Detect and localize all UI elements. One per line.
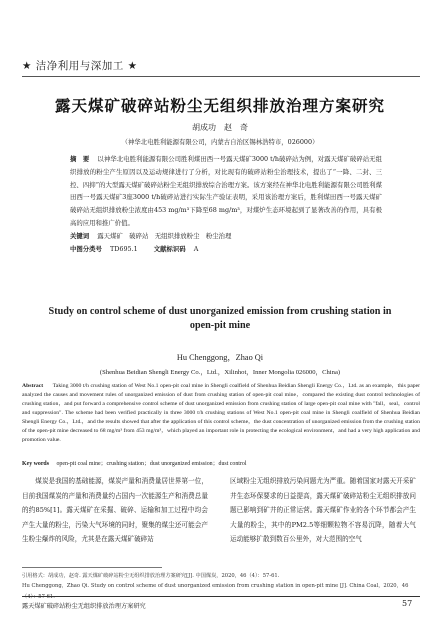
keywords-en-label: Key words [22,461,49,467]
body-column-right [230,474,416,547]
footer-title: 露天煤矿破碎站粉尘无组织排放治理方案研究 [22,603,146,610]
abstract-cn-block [70,153,382,255]
abstract-cn-text: 以神华北电胜利能源有限公司胜利煤田西一号露天煤矿3000 t/h破碎站为例，对露天煤矿破碎站无组织排放的粉尘产生原因以及运动规律进行了分析，对比现有的破碎站粉尘治理技术，提出了“一降、二封、三控、四抑”的大型露天煤矿破碎站粉尘无组织排放综合治理方案。该方案经在神华北电胜利能源有限公司胜利煤田西一号露天煤矿3座3000 t/h破碎站进行实际生产验证表明，采用该治理方案后，胜利煤田西一号露天煤矿破碎站无组织排放粉尘浓度由453 mg/m³下降至68 mg/m³，对煤炉生态环境起到了显著改善的作用，具有极高的应用和推广价值。 [70,155,382,227]
affiliation-en: (Shenhua Beidian Shengli Energy Co.，Ltd.，Xilinhot，Inner Mongolia 026000，China) [99,369,341,376]
keywords-cn-text: 露天煤矿 破碎站 无组织排放粉尘 粉尘治理 [97,231,232,240]
authors-en: Hu Chenggong，Zhao Qi [176,353,264,362]
footnote [22,571,420,602]
keywords-en [22,458,420,467]
clc-value: TD695.1 [110,244,138,253]
doc-code-value: A [193,244,199,253]
page-title-cn: 露天煤矿破碎站粉尘无组织排放治理方案研究 [54,97,385,115]
footer-rule [22,596,420,597]
abstract-en-label: Abstract [22,383,44,389]
clc-label: 中图分类号 [70,244,102,253]
section-tag: ★ 洁净利用与深加工 ★ [22,60,138,72]
footnote-cn: 引用格式：胡成功，赵奇. 露天煤矿破碎站粉尘无组织排放治理方案研究[J]. 中国煤炭，2020，46（4）：57-61. [22,573,280,579]
affiliation-cn: （神华北电胜利能源有限公司，内蒙古自治区锡林浩特市，026000） [121,138,319,146]
page-title-en: Study on control scheme of dust unorganized emission from crushing station in open-pit mine [48,306,392,331]
body-right-text: 区域粉尘无组织排放污染问题尤为严重。随着国家对露天开采矿井生态环保要求的日益提高，露天煤矿破碎站粉尘无组织排放问题已影响到矿井的正常运营。露天煤矿作业的各个环节都会产生大量的粉尘，其中的PM2.5等细颗粒物不容易沉降，随着大气运动能够扩散到数百公里外，对大范围的空气 [230,477,416,544]
footnote-en: Hu Chenggong，Zhao Qi. Study on control scheme of dust unorganized emission from crushing station in open-pit mine [J]. China Coal，2020，46 [22,583,409,590]
abstract-cn [70,153,382,230]
doc-code-label: 文献标识码 [153,244,186,253]
abstract-cn-label: 摘 要 [70,155,90,163]
classification-line [70,243,382,256]
abstract-en [22,382,420,445]
body-left-text: 煤炭是我国的基础能源，煤炭产量和消费量居世界第一位，目前我国煤炭的产量和消费量约占国内一次能源生产和消费总量的约85%[1]。露天煤矿在采掘、破碎、运输和加工过程中均会产生大量的粉尘，污染大气环境的同时，聚集的煤尘还可能会产生粉尘爆炸的风险，尤其是在露天煤矿破碎站 [22,477,208,544]
keywords-cn-label: 关键词 [70,231,90,240]
body-column-left [22,474,208,547]
footnote-rule [22,567,162,568]
page-number: 57 [402,599,413,608]
header-rule [22,76,420,77]
keywords-en-text: open-pit coal mine；crushing station；dust unorganized emission；dust control [56,461,247,467]
keywords-cn [70,230,382,243]
abstract-en-text: Taking 3000 t/h crushing station of West No.1 open-pit coal mine in Shengli coalfield of Shenhua Beidian Shengli Energy Co.，Ltd. as an example，this paper analyzed the causes and movement rules of unorganized emission of dust from crushing station of open-pit coal mine，compared the existing dust control technologies of crushing station，and put forward a comprehensive control scheme of dust unorganized emission from crushing station of large open-pit coal mine with "fall，seal，control and suppression". The scheme had been verified practically in three 3000 t/h crushing stations of West No.1 open-pit coal mine in Shengli coalfield of Shenhua Beidian Shengli Energy Co.，Ltd.，and the results showed that after the application of this control scheme，the dust concentration of unorganized emission from the crushing station of the open-pit mine decreased to 68 mg/m³ from 453 mg/m³，which played an important role in protecting the ecological environment，and had a very high application and promotion value. [22,383,421,443]
authors-cn: 胡成功 赵 奇 [192,123,248,132]
